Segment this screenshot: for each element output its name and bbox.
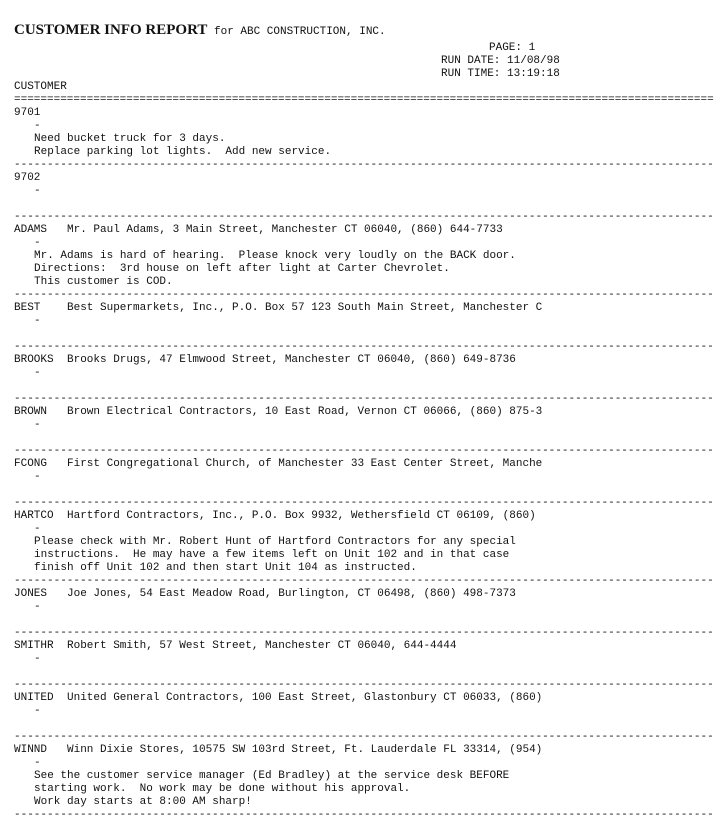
customer-header-line (14, 224, 618, 237)
customer-header-line (14, 406, 618, 419)
customer-record (14, 510, 714, 588)
customer-record (14, 692, 714, 744)
customer-record (14, 458, 714, 510)
customer-note (14, 328, 618, 341)
report-title-line (14, 24, 618, 42)
customer-note: This customer is COD. (34, 276, 173, 288)
column-header: CUSTOMER (14, 81, 67, 93)
customer-note: Please check with Mr. Robert Hunt of Hartford Contractors for any special (34, 536, 516, 548)
customer-note (14, 484, 618, 497)
customer-note (14, 380, 618, 393)
run-time-line (14, 68, 618, 81)
record-separator: ---------------------------------------------------------------------------------------------------------- (14, 445, 714, 457)
customer-info: First Congregational Church, of Manchester 33 East Center Street, Manche (67, 458, 543, 470)
customer-note: - (34, 185, 41, 197)
record-separator: ---------------------------------------------------------------------------------------------------------- (14, 497, 714, 509)
customer-note: instructions. He may have a few items left on Unit 102 and in that case (34, 549, 510, 561)
customer-note: - (34, 653, 41, 665)
customer-info: United General Contractors, 100 East Street, Glastonbury CT 06033, (860) (67, 692, 543, 704)
customer-code: 9701 (14, 107, 41, 119)
customer-note: - (34, 120, 41, 132)
run-time: RUN TIME: 13:19:18 (441, 68, 560, 80)
customer-note: Need bucket truck for 3 days. (34, 133, 226, 145)
customer-record (14, 107, 714, 172)
record-separator: ---------------------------------------------------------------------------------------------------------- (14, 159, 714, 171)
customer-record (14, 640, 714, 692)
customer-note: - (34, 237, 41, 249)
customer-note: - (34, 315, 41, 327)
customer-code: FCONG (14, 458, 48, 470)
customer-code: SMITHR (14, 640, 54, 652)
customer-info: Hartford Contractors, Inc., P.O. Box 9932, Wethersfield CT 06109, (860) (67, 510, 536, 522)
customer-code: 9702 (14, 172, 41, 184)
record-separator: ---------------------------------------------------------------------------------------------------------- (14, 679, 714, 691)
report-company: for ABC CONSTRUCTION, INC. (207, 26, 386, 38)
customer-code: BEST (14, 302, 41, 314)
customer-info: Joe Jones, 54 East Meadow Road, Burlington, CT 06498, (860) 498-7373 (67, 588, 516, 600)
run-date-line (14, 55, 618, 68)
record-separator: ---------------------------------------------------------------------------------------------------------- (14, 731, 714, 743)
record-separator: ---------------------------------------------------------------------------------------------------------- (14, 211, 714, 223)
customer-info: Brown Electrical Contractors, 10 East Road, Vernon CT 06066, (860) 875-3 (67, 406, 543, 418)
customer-info: Robert Smith, 57 West Street, Manchester CT 06040, 644-4444 (67, 640, 457, 652)
record-separator: ---------------------------------------------------------------------------------------------------------- (14, 575, 714, 587)
record-separator: ---------------------------------------------------------------------------------------------------------- (14, 289, 714, 301)
customer-record (14, 588, 714, 640)
customer-note: - (34, 757, 41, 769)
record-separator: ---------------------------------------------------------------------------------------------------------- (14, 809, 714, 821)
customer-note: - (34, 705, 41, 717)
customer-note (14, 614, 618, 627)
customer-header-line (14, 510, 618, 523)
customer-code: JONES (14, 588, 48, 600)
customer-record (14, 172, 714, 224)
record-separator: ---------------------------------------------------------------------------------------------------------- (14, 393, 714, 405)
customer-note (14, 198, 618, 211)
customer-note: starting work. No work may be done without his approval. (34, 783, 411, 795)
customer-note: See the customer service manager (Ed Bradley) at the service desk BEFORE (34, 770, 510, 782)
customer-note: - (34, 367, 41, 379)
customer-code: BROOKS (14, 354, 54, 366)
report-title: CUSTOMER INFO REPORT (14, 22, 208, 38)
customer-header-line (14, 458, 618, 471)
customer-note: - (34, 471, 41, 483)
customer-info: Mr. Paul Adams, 3 Main Street, Manchester CT 06040, (860) 644-7733 (67, 224, 503, 236)
run-date: RUN DATE: 11/08/98 (441, 55, 560, 67)
page-number: PAGE: 1 (489, 42, 536, 54)
customer-header-line (14, 107, 618, 120)
customer-note (14, 666, 618, 679)
customer-record (14, 224, 714, 302)
customer-note: finish off Unit 102 and then start Unit 104 as instructed. (34, 562, 417, 574)
customer-header-line (14, 302, 618, 315)
customer-note: Work day starts at 8:00 AM sharp! (34, 796, 252, 808)
customer-info-report (14, 22, 714, 822)
customer-note: Mr. Adams is hard of hearing. Please knock very loudly on the BACK door. (34, 250, 516, 262)
customer-note (14, 718, 618, 731)
customer-record (14, 744, 714, 822)
customer-code: UNITED (14, 692, 54, 704)
customer-record (14, 302, 714, 354)
customer-header-line (14, 588, 618, 601)
customer-header-line (14, 640, 618, 653)
customer-info: Best Supermarkets, Inc., P.O. Box 57 123 South Main Street, Manchester C (67, 302, 543, 314)
record-separator: ---------------------------------------------------------------------------------------------------------- (14, 627, 714, 639)
header-double-rule: ========================================================================================================== (14, 94, 714, 106)
customer-header-line (14, 172, 618, 185)
customer-info: Brooks Drugs, 47 Elmwood Street, Manchester CT 06040, (860) 649-8736 (67, 354, 516, 366)
customer-code: BROWN (14, 406, 48, 418)
customer-note (14, 432, 618, 445)
customer-info: Winn Dixie Stores, 10575 SW 103rd Street, Ft. Lauderdale FL 33314, (954) (67, 744, 543, 756)
customer-note: Replace parking lot lights. Add new service. (34, 146, 332, 158)
customer-header-line (14, 692, 618, 705)
customer-header-line (14, 354, 618, 367)
customer-record (14, 406, 714, 458)
customer-code: WINND (14, 744, 48, 756)
page-number-line (14, 42, 618, 55)
customer-note: - (34, 523, 41, 535)
customer-note: - (34, 419, 41, 431)
customer-list (14, 107, 714, 822)
customer-code: HARTCO (14, 510, 54, 522)
customer-note: Directions: 3rd house on left after light at Carter Chevrolet. (34, 263, 450, 275)
record-separator: ---------------------------------------------------------------------------------------------------------- (14, 341, 714, 353)
customer-record (14, 354, 714, 406)
customer-header-line (14, 744, 618, 757)
customer-note: - (34, 601, 41, 613)
customer-code: ADAMS (14, 224, 48, 236)
